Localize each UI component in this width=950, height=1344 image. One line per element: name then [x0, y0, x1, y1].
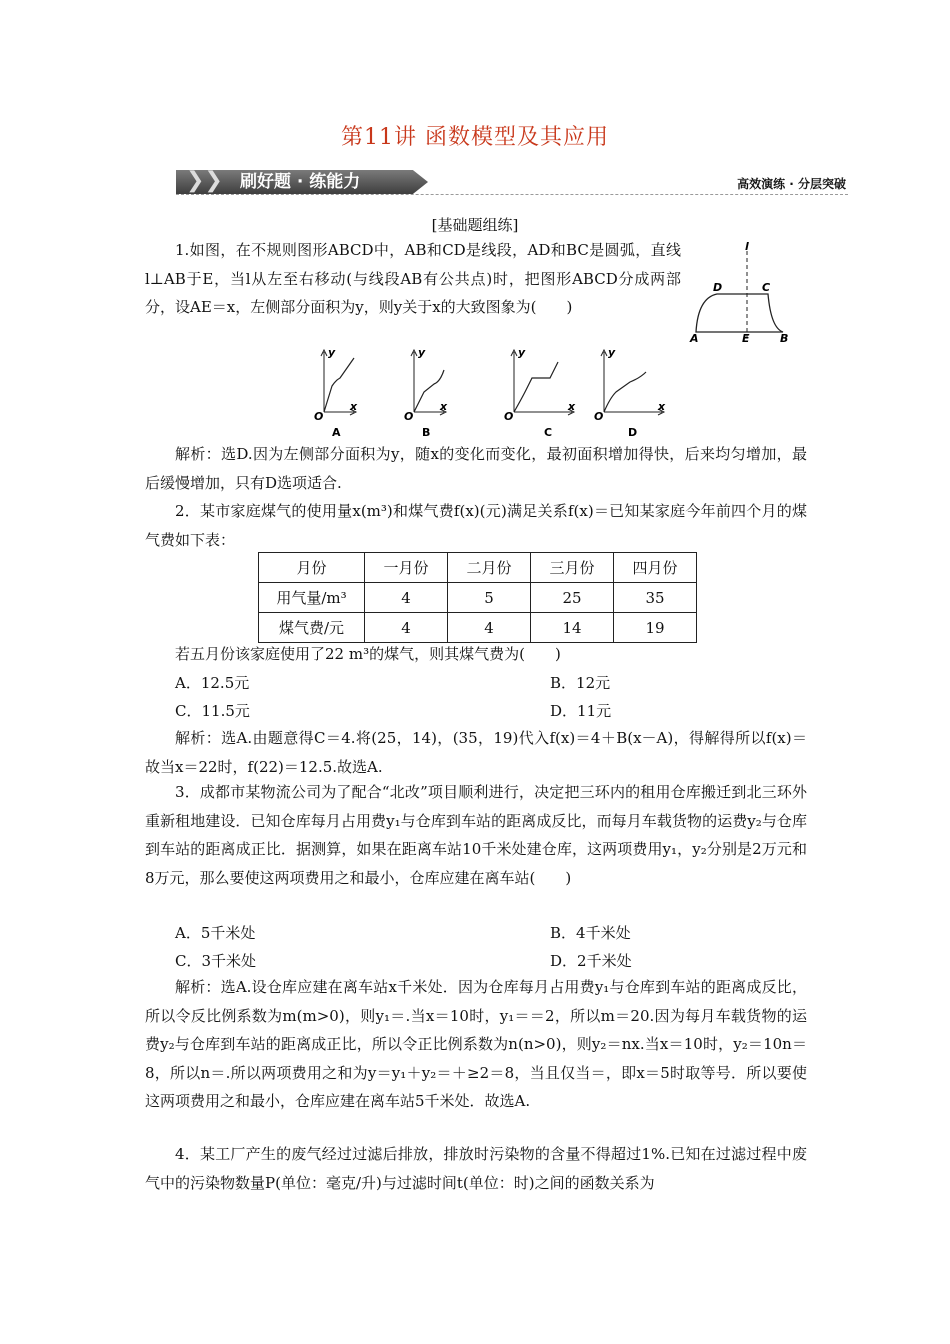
- origin: O: [404, 410, 414, 423]
- table-cell: 4: [365, 613, 448, 643]
- axis-y: y: [608, 346, 616, 359]
- label-B: B: [780, 332, 789, 345]
- axis-x: x: [568, 400, 576, 413]
- origin: O: [314, 410, 324, 423]
- q1-text: 1.如图，在不规则图形ABCD中，AB和CD是线段，AD和BC是圆弧，直线l⊥AB于E，当l从左至右移动(与线段AB有公共点)时，把图形ABCD分成两部分，设AE＝x，左侧部分面积为y，则y关于x的大致图象为( ): [145, 241, 681, 316]
- table-row: [259, 613, 697, 643]
- q3-text: 3．成都市某物流公司为了配合“北改”项目顺利进行，决定把三环内的租用仓库搬迁到北三环外重新租地建设．已知仓库每月占用费y₁与仓库到车站的距离成反比，而每月车载货物的运费y₂与仓库到车站的距离成正比．据测算，如果在距离车站10千米处建仓库，这两项费用y₁，y₂分别是2万元和8万元，那么要使这两项费用之和最小，仓库应建在离车站( ): [145, 783, 807, 887]
- choice-label: A: [332, 426, 341, 438]
- q2-solution: 解析：选A.由题意得C＝4.将(25，14)，(35，19)代入f(x)＝4＋B(x－A)，得解得所以f(x)＝故当x＝22时，f(22)＝12.5.故选A.: [145, 729, 807, 776]
- table-cell: 19: [614, 613, 697, 643]
- label-E: E: [742, 332, 750, 345]
- table-header-cell: 四月份: [614, 553, 697, 583]
- axis-x: x: [658, 400, 666, 413]
- q3-option-c: C．3千米处: [175, 952, 257, 970]
- table-header-cell: 月份: [259, 553, 365, 583]
- table-cell: 25: [531, 583, 614, 613]
- q2-option-a: A．12.5元: [175, 674, 250, 692]
- section-banner: [176, 168, 848, 196]
- table-cell: 用气量/m³: [259, 583, 365, 613]
- section-heading: [基础题组练]: [431, 216, 519, 234]
- q3-option-a: A．5千米处: [175, 924, 256, 942]
- q2-question: 若五月份该家庭使用了22 m³的煤气，则其煤气费为( ): [175, 645, 561, 663]
- table-header-cell: 三月份: [531, 553, 614, 583]
- choice-label: D: [628, 426, 638, 438]
- page-title: 第11讲 函数模型及其应用: [341, 125, 609, 150]
- table-header-cell: 二月份: [448, 553, 531, 583]
- q2-option-d: D．11元: [550, 702, 612, 720]
- gas-fee-table: [258, 552, 697, 643]
- curve-c: [514, 362, 558, 412]
- label-D: D: [713, 281, 723, 294]
- q3-solution: 解析：选A.设仓库应建在离车站x千米处．因为仓库每月占用费y₁与仓库到车站的距离成反比，所以令反比例系数为m(m>0)，则y₁＝.当x＝10时，y₁＝＝2，所以m＝20.因为每月车载货物的运费y₂与仓库到车站的距离成正比，所以令正比例系数为n(n>0)，则y₂＝nx.当x＝10时，y₂＝10n＝8，所以n＝.所以两项费用之和为y＝y₁＋y₂＝＋≥2＝8，当且仅当＝，即x＝5时取等号．所以要使这两项费用之和最小，仓库应建在离车站5千米处．故选A.: [145, 978, 807, 1110]
- axis-y: y: [518, 346, 526, 359]
- banner-subtitle: 高效演练 · 分层突破: [737, 177, 846, 191]
- q2-text: 2．某市家庭煤气的使用量x(m³)和煤气费f(x)(元)满足关系f(x)＝已知某家庭今年前四个月的煤气费如下表：: [145, 502, 807, 549]
- table-cell: 35: [614, 583, 697, 613]
- q4-text: 4．某工厂产生的废气经过过滤后排放，排放时污染物的含量不得超过1%.已知在过滤过程中废气中的污染物数量P(单位：毫克/升)与过滤时间t(单位：时)之间的函数关系为: [145, 1145, 807, 1192]
- banner-label: 刷好题 · 练能力: [240, 172, 361, 192]
- q1-graph-b: [400, 346, 456, 438]
- q3-option-b: B．4千米处: [550, 924, 631, 942]
- table-cell: 煤气费/元: [259, 613, 365, 643]
- label-C: C: [762, 281, 771, 294]
- region-outline: [696, 294, 783, 332]
- axis-x: x: [440, 400, 448, 413]
- q2-option-c: C．11.5元: [175, 702, 250, 720]
- origin: O: [594, 410, 604, 423]
- q1-solution: 解析：选D.因为左侧部分面积为y，随x的变化而变化，最初面积增加得快，后来均匀增加，最后缓慢增加，只有D选项适合.: [145, 445, 807, 492]
- q1-graph-a: [310, 346, 366, 438]
- table-cell: 4: [365, 583, 448, 613]
- banner-divider: [176, 194, 848, 195]
- q2-option-b: B．12元: [550, 674, 611, 692]
- label-A: A: [690, 332, 699, 345]
- table-row: [259, 583, 697, 613]
- axis-y: y: [418, 346, 426, 359]
- table-cell: 4: [448, 613, 531, 643]
- curve-d: [604, 372, 646, 412]
- q3-option-d: D．2千米处: [550, 952, 632, 970]
- q1-graph-d: [590, 346, 670, 438]
- axis-y: y: [328, 346, 336, 359]
- choice-label: C: [544, 426, 553, 438]
- origin: O: [504, 410, 514, 423]
- label-l: l: [745, 240, 749, 253]
- double-chevron-icon: ❯❯: [186, 168, 223, 193]
- table-header-row: [259, 553, 697, 583]
- table-cell: 5: [448, 583, 531, 613]
- table-header-cell: 一月份: [365, 553, 448, 583]
- choice-label: B: [422, 426, 431, 438]
- q1-graph-c: [500, 346, 580, 438]
- table-cell: 14: [531, 613, 614, 643]
- axis-x: x: [350, 400, 358, 413]
- q1-region-figure: [686, 238, 798, 346]
